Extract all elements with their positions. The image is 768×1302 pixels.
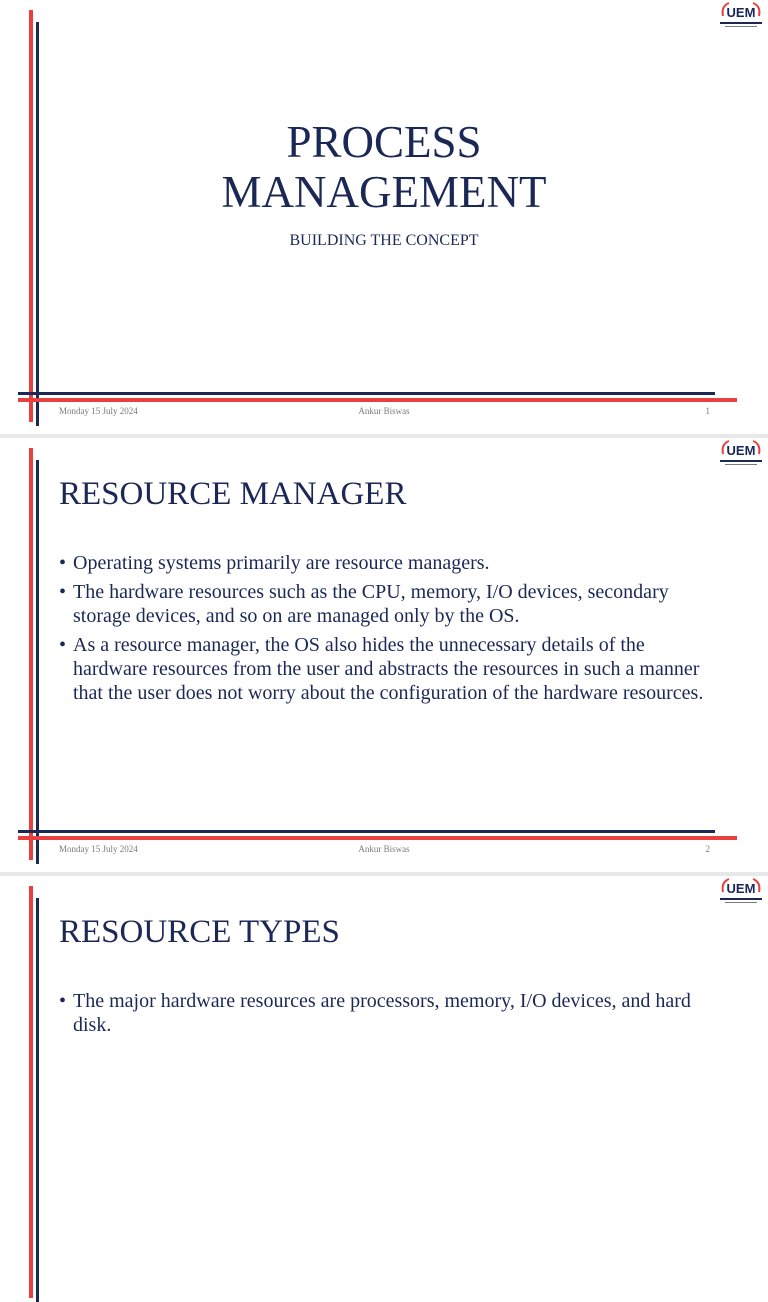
footer-page-number: 1 bbox=[705, 406, 710, 416]
bullet-item: • As a resource manager, the OS also hides the unnecessary details of the hardware resources from the user and abstracts the resources in such a manner that the user does not worry about the configuration of the hardware resources. bbox=[59, 633, 719, 705]
uem-logo-icon bbox=[717, 876, 765, 908]
svg-text:UEM: UEM bbox=[726, 881, 756, 896]
accent-bar-navy-vertical bbox=[36, 460, 39, 864]
slide-subtitle: BUILDING THE CONCEPT bbox=[289, 232, 479, 249]
slide-title: RESOURCE MANAGER bbox=[59, 476, 407, 512]
footer-author: Ankur Biswas bbox=[358, 844, 410, 854]
uem-logo-icon bbox=[717, 0, 765, 32]
slide-1 bbox=[0, 0, 768, 434]
bullet-item: • The major hardware resources are processors, memory, I/O devices, and hard disk. bbox=[59, 989, 719, 1037]
slide-title bbox=[0, 117, 768, 217]
title-line-1: PROCESS bbox=[286, 117, 482, 167]
footer-author: Ankur Biswas bbox=[358, 406, 410, 416]
slide-2 bbox=[0, 438, 768, 872]
accent-bar-red-horizontal bbox=[18, 836, 737, 840]
uem-logo-icon bbox=[717, 438, 765, 470]
bullet-item: • Operating systems primarily are resource managers. bbox=[59, 551, 719, 575]
slide-3 bbox=[0, 876, 768, 1036]
accent-bar-navy-vertical bbox=[36, 898, 39, 1302]
footer-date: Monday 15 July 2024 bbox=[59, 406, 138, 416]
slide-title: RESOURCE TYPES bbox=[59, 914, 340, 950]
svg-text:UEM: UEM bbox=[726, 443, 756, 458]
accent-bar-navy-horizontal bbox=[18, 392, 715, 395]
footer-date: Monday 15 July 2024 bbox=[59, 844, 138, 854]
accent-bar-navy-vertical bbox=[36, 22, 39, 426]
svg-text:UEM: UEM bbox=[726, 5, 756, 20]
bullet-list bbox=[59, 989, 719, 1042]
footer-page-number: 2 bbox=[705, 844, 710, 854]
bullet-list bbox=[59, 551, 719, 710]
accent-bar-red-horizontal bbox=[18, 398, 737, 402]
accent-bar-red-vertical bbox=[29, 448, 33, 860]
accent-bar-navy-horizontal bbox=[18, 830, 715, 833]
bullet-item: • The hardware resources such as the CPU, memory, I/O devices, secondary storage devices, and so on are managed only by the OS. bbox=[59, 580, 719, 628]
accent-bar-red-vertical bbox=[29, 886, 33, 1298]
title-line-2: MANAGEMENT bbox=[221, 167, 547, 217]
